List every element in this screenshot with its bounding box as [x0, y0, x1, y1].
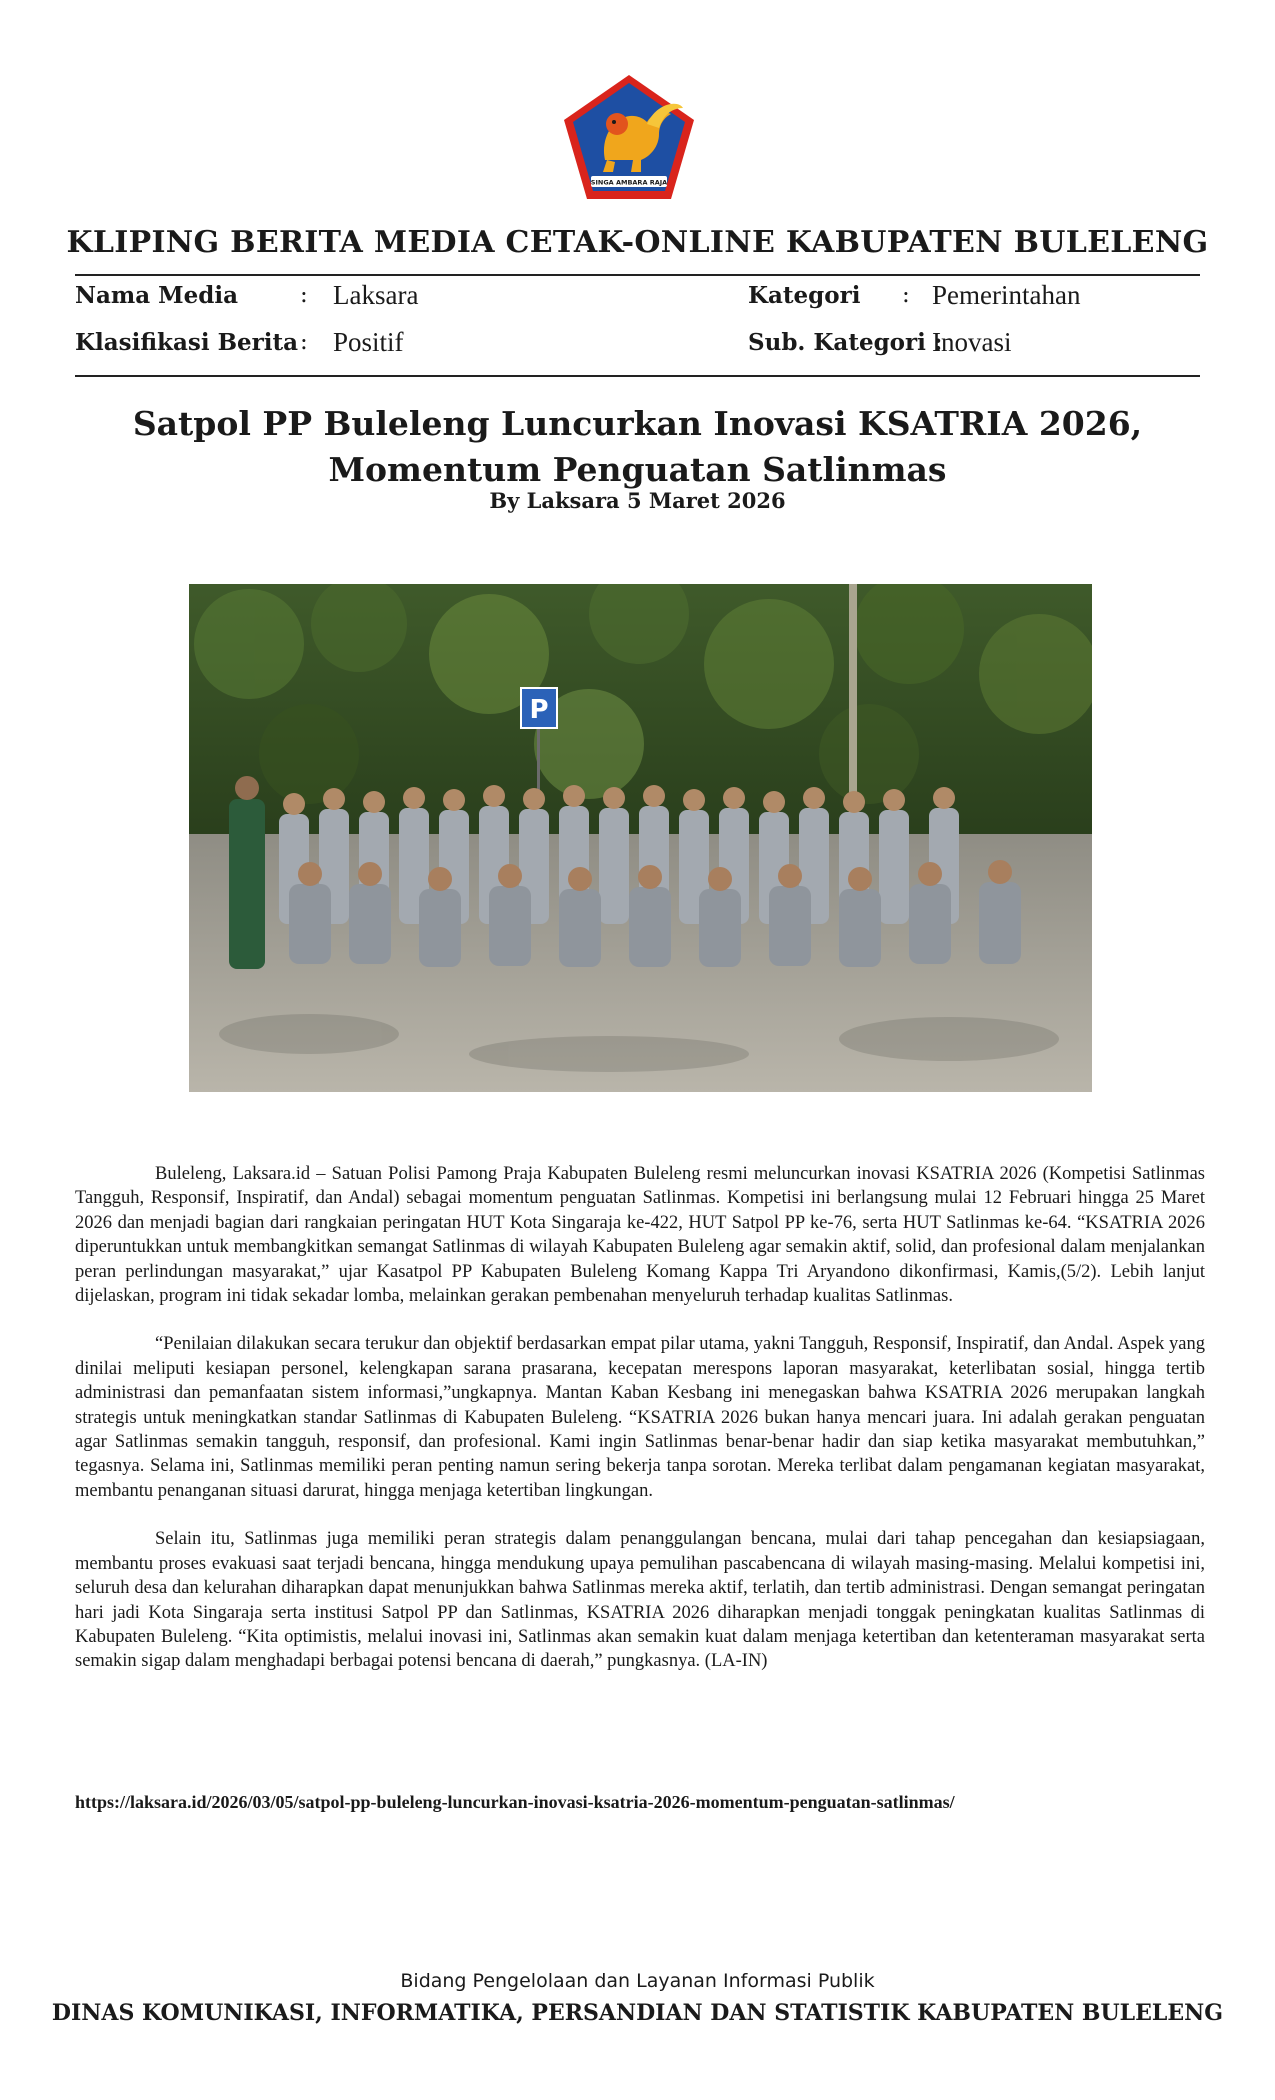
article-body	[75, 1162, 1205, 1698]
article-paragraph-2: “Penilaian dilakukan secara terukur dan objektif berdasarkan empat pilar utama, yakni Tangguh, Responsif, Inspiratif, dan Andal. Aspek yang dinilai meliputi kesiapan personel, kelengkapan sarana prasarana, kecepatan merespons laporan masyarakat, keterlibatan sosial, hingga tertib administrasi dan pemanfaatan sistem informasi,”ungkapnya. Mantan Kaban Kesbang ini menegaskan bahwa KSATRIA 2026 merupakan langkah strategis untuk meningkatkan standar Satlinmas di Kabupaten Buleleng. “KSATRIA 2026 bukan hanya mencari juara. Ini adalah gerakan penguatan agar Satlinmas semakin tangguh, responsif, dan profesional. Kami ingin Satlinmas benar-benar hadir dan siap ketika masyarakat membutuhkan,” tegasnya. Selama ini, Satlinmas memiliki peran penting namun sering bekerja tanpa sorotan. Mereka terlibat dalam pengamanan kegiatan masyarakat, membantu penanganan situasi darurat, hingga menjaga ketertiban lingkungan.	[75, 1334, 1205, 1501]
logo-motto: SINGA AMBARA RAJA	[590, 178, 668, 187]
nama-media-colon: :	[300, 282, 308, 308]
article-paragraph-1: Buleleng, Laksara.id – Satuan Polisi Pamong Praja Kabupaten Buleleng resmi meluncurkan inovasi KSATRIA 2026 (Kompetisi Satlinmas Tangguh, Responsif, Inspiratif, dan Andal) sebagai momentum penguatan Satlinmas. Kompetisi ini berlangsung mulai 12 Februari hingga 25 Maret 2026 dan menjadi bagian dari rangkaian peringatan HUT Kota Singaraja ke-422, HUT Satpol PP ke-76, serta HUT Satlinmas ke-64. “KSATRIA 2026 diperuntukkan untuk membangkitkan semangat Satlinmas di wilayah Kabupaten Buleleng agar semakin aktif, solid, dan profesional dalam menjalankan peran perlindungan masyarakat,” ujar Kasatpol PP Kabupaten Buleleng Komang Kappa Tri Aryandono dikonfirmasi, Kamis,(5/2). Lebih lanjut dijelaskan, program ini tidak sekadar lomba, melainkan gerakan pembenahan menyeluruh terhadap kualitas Satlinmas.	[75, 1164, 1205, 1307]
meta-divider	[75, 375, 1200, 377]
footer-department: Bidang Pengelolaan dan Layanan Informasi Publik	[400, 1970, 875, 1992]
klasifikasi-colon: :	[300, 329, 308, 355]
subkategori-value: Inovasi	[932, 327, 1012, 357]
parking-sign-letter: P	[529, 695, 549, 725]
buleleng-logo	[561, 72, 697, 202]
article-byline: By Laksara 5 Maret 2026	[489, 488, 786, 513]
kategori-value: Pemerintahan	[932, 280, 1081, 310]
klasifikasi-value: Positif	[333, 327, 404, 357]
nama-media-label: Nama Media	[75, 282, 238, 309]
klasifikasi-label: Klasifikasi Berita	[75, 329, 299, 356]
footer-agency: DINAS KOMUNIKASI, INFORMATIKA, PERSANDIAN DAN STATISTIK KABUPATEN BULELENG	[51, 2000, 1224, 2026]
top-divider	[75, 274, 1200, 276]
article-headline-line1: Satpol PP Buleleng Luncurkan Inovasi KSATRIA 2026,	[132, 404, 1143, 443]
clipping-title: KLIPING BERITA MEDIA CETAK-ONLINE KABUPATEN BULELENG	[66, 225, 1209, 260]
article-headline-line2: Momentum Penguatan Satlinmas	[328, 450, 947, 489]
subkategori-label: Sub. Kategori :	[748, 329, 943, 356]
kategori-colon: :	[902, 282, 910, 308]
article-photo	[189, 584, 1092, 1092]
article-paragraph-3: Selain itu, Satlinmas juga memiliki peran strategis dalam penanggulangan bencana, mulai dari tahap pencegahan dan kesiapsiagaan, membantu proses evakuasi saat terjadi bencana, hingga mendukung upaya pemulihan pascabencana di wilayah masing-masing. Melalui kompetisi ini, seluruh desa dan kelurahan diharapkan dapat menunjukkan bahwa Satlinmas mereka aktif, terlatih, dan tertib administrasi. Dengan semangat peringatan hari jadi Kota Singaraja serta institusi Satpol PP dan Satlinmas, KSATRIA 2026 diharapkan menjadi tonggak peningkatan kualitas Satlinmas di Kabupaten Buleleng. “Kita optimistis, melalui inovasi ini, Satlinmas akan semakin kuat dalam menjaga ketertiban dan ketenteraman masyarakat serta semakin sigap dalam menghadapi berbagai potensi bencana di daerah,” pungkasnya. (LA-IN)	[75, 1529, 1205, 1672]
kategori-label: Kategori	[748, 282, 861, 309]
nama-media-value: Laksara	[333, 280, 419, 310]
source-url-link[interactable]: https://laksara.id/2026/03/05/satpol-pp-buleleng-luncurkan-inovasi-ksatria-2026-momentum-penguatan-satlinmas/	[75, 1792, 955, 1812]
